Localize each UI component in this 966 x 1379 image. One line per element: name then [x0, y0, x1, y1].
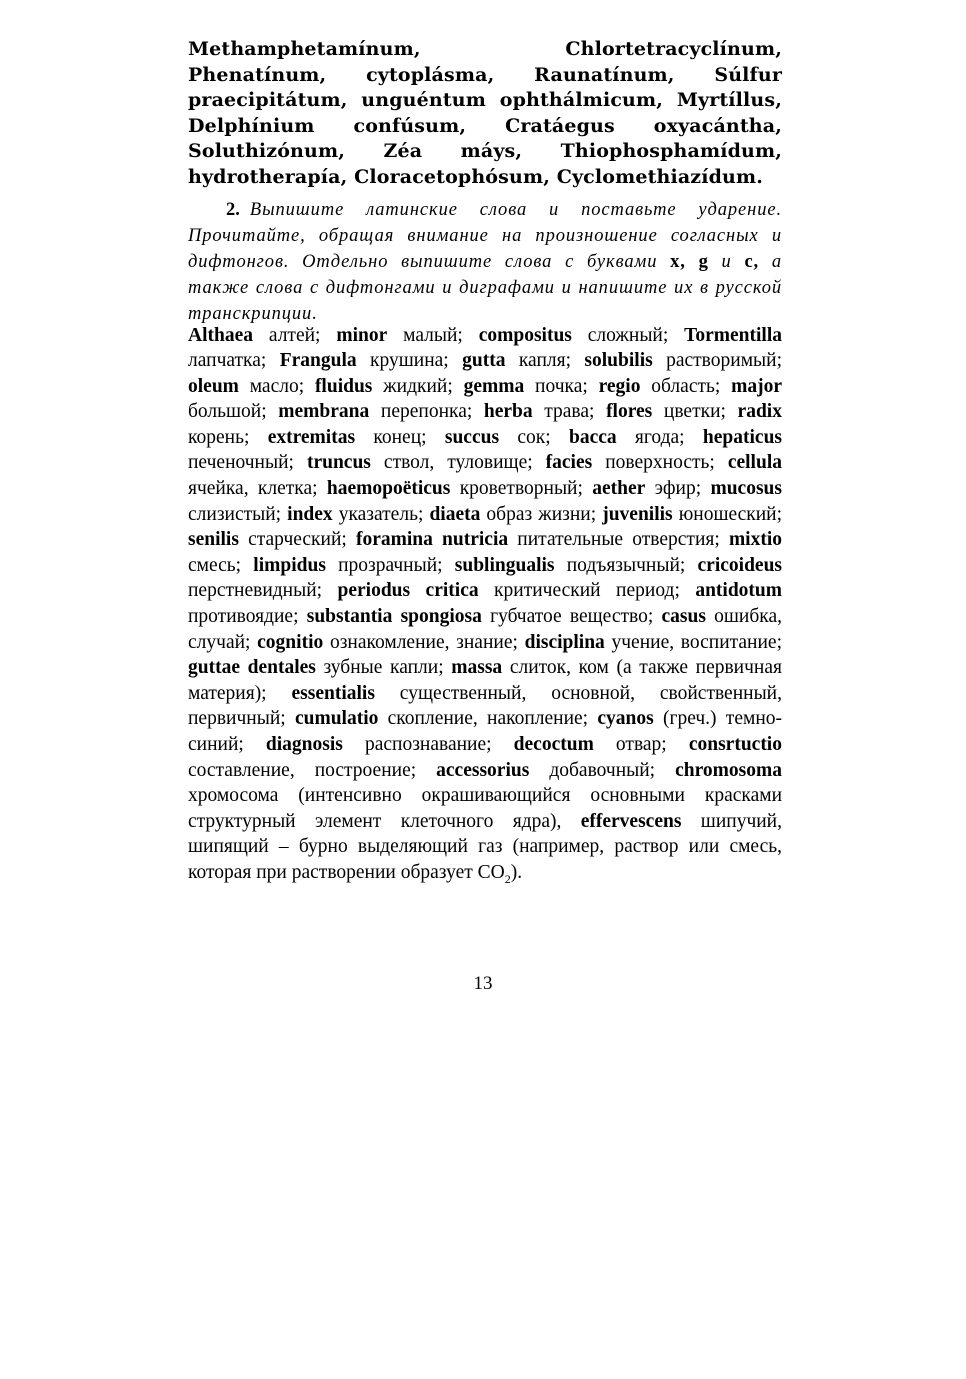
vocab-gloss: слиток, ком (а также первичная материя); [188, 657, 782, 704]
vocab-gloss: прозрачный; [325, 554, 455, 576]
vocab-gloss: шипучий, шипящий – бурно выделяющий газ (например, раствор или смесь, которая при растворении образует CO [188, 810, 782, 883]
exercise-instruction [188, 197, 782, 327]
vocab-gloss: существенный, основной, свойственный, первичный; [188, 682, 782, 730]
vocab-gloss: учение, воспитание; [604, 631, 783, 653]
vocab-gloss: отвар; [593, 734, 689, 755]
vocab-term: massa [451, 657, 503, 679]
vocab-term: radix [737, 401, 782, 423]
vocab-gloss: сок; [499, 426, 569, 448]
vocab-term: gemma [463, 375, 525, 397]
vocab-term: accessorius [436, 759, 530, 781]
vocab-gloss: ствол, туловище; [370, 452, 546, 474]
vocab-gloss: хромосома (интенсивно окрашивающийся основными красками структурный элемент клеточного ядра), [188, 785, 782, 832]
vocab-term: chromosoma [675, 759, 782, 781]
vocab-gloss: сложный; [571, 324, 685, 346]
instruction-text-1: Выпишите латинские слова и поставьте ударение. Прочитайте, обращая внимание на произношение согласных и дифтонгов. Отдельно выпишите слова с буквами [188, 199, 782, 272]
vocab-gloss: почка; [524, 375, 599, 397]
vocab-gloss: противоядие; [188, 606, 307, 628]
vocab-term: extremitas [267, 426, 356, 448]
vocab-term: senilis [188, 529, 239, 551]
vocab-gloss: капля; [505, 350, 585, 372]
vocab-gloss: ягода; [616, 426, 703, 448]
vocab-term: truncus [306, 452, 371, 474]
vocab-gloss: критический период; [478, 580, 696, 602]
vocab-gloss: юношеский; [672, 503, 783, 525]
vocab-term: succus [444, 426, 500, 448]
vocab-gloss: лапчатка; [188, 350, 280, 372]
vocab-gloss: поверхность; [592, 452, 728, 474]
page-number: 13 [473, 973, 493, 994]
vocab-term: herba [483, 401, 533, 423]
vocab-gloss: скопление, накопление; [378, 708, 598, 730]
instruction-text-3: а также слова с дифтонгами и диграфами и напишите их в русской транскрипции. [188, 251, 782, 324]
vocab-term: casus [661, 606, 706, 628]
vocab-gloss: распознавание; [342, 734, 514, 755]
vocab-term: mucosus [710, 478, 782, 500]
vocab-term: substantia spongiosa [306, 606, 482, 628]
vocab-term: gutta [462, 350, 506, 372]
vocab-gloss: перепонка; [369, 401, 484, 423]
vocab-term: index [287, 503, 333, 525]
vocab-gloss: алтей; [253, 324, 337, 346]
vocab-gloss: (греч.) темно-синий; [188, 708, 783, 755]
vocab-term: antidotum [695, 580, 782, 602]
latin-terms-list: Methamphetamínum, Chlortetracyclínum, Phenatínum, cytoplásma, Raunatínum, Súlfur praecipitátum, unguéntum ophthálmicum, Myrtíllus, Delphínium confúsum, Cratáegus oxyacántha, Soluthizónum, Zéa máys, Thiophosphamídum, hydrotherapía, Cloracetophósum, Cyclomethiazídum. [188, 38, 782, 188]
vocab-gloss: питательные отверстия; [508, 529, 729, 551]
vocab-gloss: трава; [532, 401, 607, 423]
vocab-term: major [731, 375, 783, 397]
vocab-gloss: область; [640, 375, 732, 397]
vocab-term: bacca [568, 426, 617, 448]
vocab-term: consrtuctio [688, 734, 782, 755]
vocab-term: cricoideus [697, 554, 782, 576]
vocab-term: periodus critica [337, 580, 479, 602]
vocab-term: juvenilis [602, 503, 673, 525]
vocab-gloss: крушина; [356, 350, 463, 372]
vocab-term: fluidus [314, 375, 373, 397]
vocab-gloss: ячейка, клетка; [188, 478, 327, 500]
vocab-gloss: добавочный; [529, 759, 676, 781]
vocab-term: cyanos [597, 708, 654, 730]
vocab-gloss: подъязычный; [554, 554, 698, 576]
vocab-term: limpidus [253, 554, 326, 576]
vocab-term: flores [606, 401, 653, 423]
vocab-term: sublingualis [454, 554, 555, 576]
exercise-number: 2. [226, 199, 240, 220]
vocab-term: haemopoëticus [326, 478, 451, 500]
vocab-gloss: смесь; [188, 554, 254, 576]
vocab-term: hepaticus [702, 426, 783, 448]
vocab-term: membrana [278, 401, 370, 423]
vocab-term: minor [336, 324, 388, 346]
vocab-term: mixtio [728, 529, 783, 551]
vocab-term: cognitio [257, 631, 324, 653]
vocab-gloss: масло; [238, 375, 315, 397]
vocab-term: cumulatio [294, 708, 379, 730]
vocab-gloss: образ жизни; [480, 503, 603, 525]
vocab-term: Tormentilla [684, 324, 783, 346]
vocab-gloss: корень; [188, 426, 268, 448]
vocab-gloss: конец; [355, 426, 445, 448]
vocab-gloss: печеночный; [188, 452, 307, 474]
vocab-term: diaeta [429, 503, 481, 525]
instruction-letter-c: c, [744, 251, 760, 272]
vocab-term: aether [592, 478, 646, 500]
vocab-gloss: зубные капли; [315, 657, 452, 679]
vocab-gloss: ознакомление, знание; [323, 631, 525, 653]
vocab-term: foramina nutricia [355, 529, 509, 551]
vocab-term: diagnosis [265, 734, 343, 755]
vocab-gloss: слизистый; [188, 503, 288, 525]
vocab-gloss: указатель; [332, 503, 430, 525]
vocab-term: Frangula [279, 350, 357, 372]
vocab-term: oleum [188, 375, 239, 397]
vocab-gloss: малый; [387, 324, 479, 346]
vocab-gloss: жидкий; [372, 375, 464, 397]
instruction-letters-xg: x, g [670, 251, 709, 272]
vocab-term: guttae dentales [188, 657, 316, 679]
vocab-gloss: старческий; [238, 529, 356, 551]
vocab-gloss: эфир; [645, 478, 711, 500]
vocab-gloss: кроветворный; [450, 478, 593, 500]
vocab-term: disciplina [524, 631, 605, 653]
vocabulary-paragraph [188, 323, 782, 893]
vocab-term: cellula [727, 452, 782, 474]
vocab-term: regio [598, 375, 641, 397]
vocab-gloss: губчатое вещество; [481, 606, 662, 628]
vocab-gloss: составление, построение; [188, 759, 437, 781]
vocab-term: essentialis [291, 682, 375, 704]
vocab-gloss: цветки; [652, 401, 738, 423]
vocab-term: compositus [478, 324, 572, 346]
vocab-end: ). [510, 861, 523, 883]
vocab-gloss: растворимый; [652, 350, 782, 372]
vocab-gloss: большой; [188, 401, 279, 423]
co2-subscript: 2 [504, 871, 511, 886]
vocab-gloss: перстневидный; [188, 580, 338, 602]
vocab-term: facies [545, 452, 593, 474]
vocab-term: solubilis [584, 350, 653, 372]
instruction-text-2: и [708, 251, 745, 272]
vocab-gloss: ошибка, случай; [188, 606, 782, 653]
vocab-term: Althaea [188, 324, 253, 346]
vocab-term: decoctum [513, 734, 594, 755]
vocab-term: effervescens [580, 810, 682, 832]
